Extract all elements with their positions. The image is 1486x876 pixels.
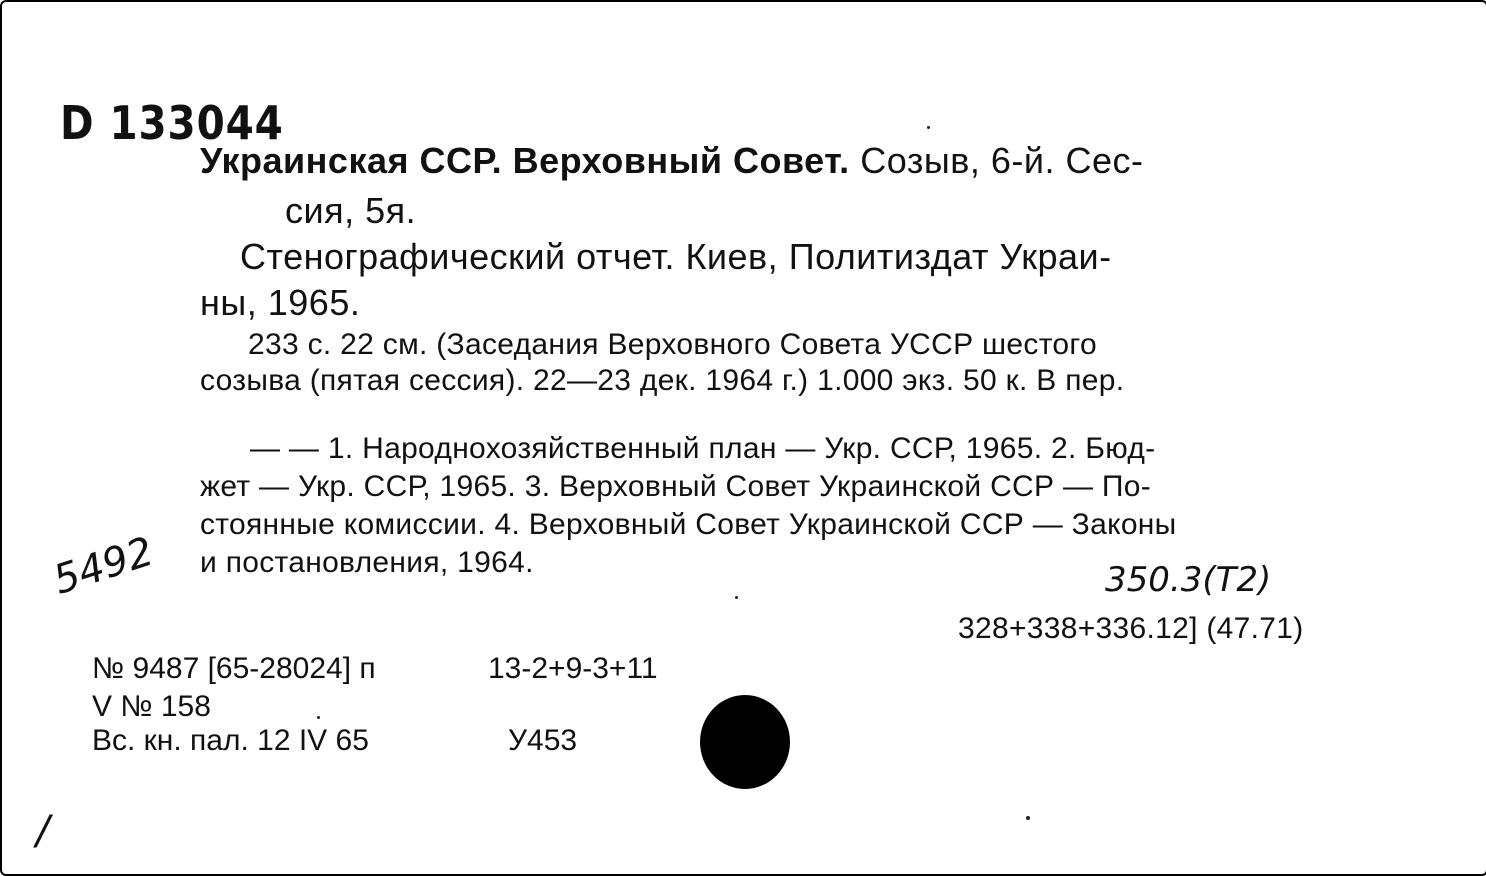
subject-line-2: жет — Укр. ССР, 1965. 3. Верховный Совет Украинской ССР — По- [200,470,1152,503]
subject-line-3: стоянные комиссии. 4. Верховный Совет Украинской ССР — Законы [200,508,1177,541]
footer-print-code: 13-2+9-3+11 [488,652,658,685]
subject-line-1: — — 1. Народнохозяйственный план — Укр. ССР, 1965. 2. Бюд- [250,432,1156,465]
heading-continuation: сия, 5я. [285,190,417,231]
footer-code: У453 [508,724,578,757]
heading-rest: Созыв, 6-й. Сес- [860,140,1144,181]
footer-volume: V № 158 [92,690,211,723]
title-line-2: ны, 1965. [200,282,361,323]
footer-number: № 9487 [65-28024] п [92,652,376,685]
title-line-1: Стенографический отчет. Киев, Политиздат Украи- [240,236,1112,277]
heading-bold: Украинская ССР. Верховный Совет. [200,140,850,181]
handwritten-margin-number: 5492 [48,528,160,604]
handwritten-class-number: 350.3(Т2) [1105,560,1272,600]
speck [317,716,320,719]
handwritten-id: D 133044 [60,96,284,150]
handwritten-corner-mark: / [36,808,50,854]
speck [927,126,930,129]
card-heading [200,140,1143,182]
subject-line-4: и постановления, 1964. [200,546,534,579]
description-line-2: созыва (пятая сессия). 22—23 дек. 1964 г.) 1.000 экз. 50 к. В пер. [200,364,1125,397]
description-line-1: 233 с. 22 см. (Заседания Верховного Совета УССР шестого [248,328,1097,361]
speck [1026,816,1030,820]
classification-index: 328+338+336.12] (47.71) [958,612,1304,645]
speck [735,596,738,599]
punch-hole [700,695,790,789]
footer-chamber: Вс. кн. пал. 12 IV 65 [92,724,369,757]
